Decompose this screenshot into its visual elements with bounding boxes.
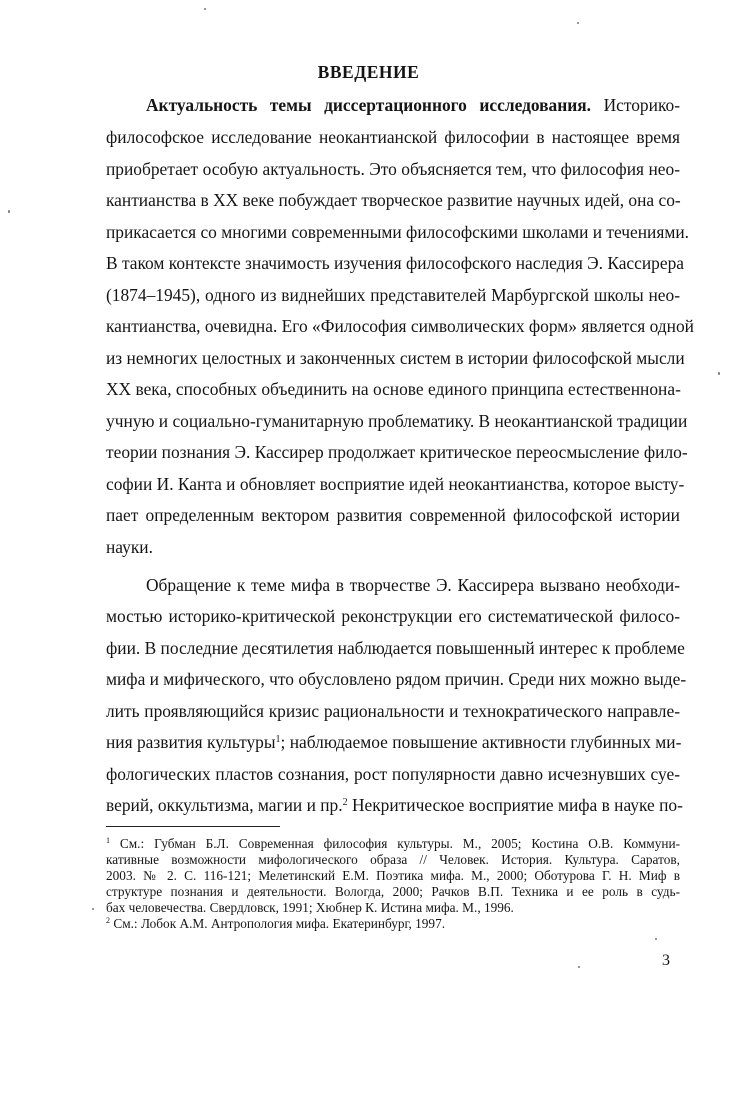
paragraph1-line-4: кантианства в XX веке побуждает творческое развитие научных идей, она со- [106, 190, 681, 210]
scan-speck [204, 8, 206, 10]
paragraph1-line-2: философское исследование неокантианской философии в настоящее время [106, 127, 680, 147]
paragraph1-line-11: учную и социально-гуманитарную проблематику. В неокантианской традиции [106, 411, 688, 431]
paragraph2-line-2: мостью историко-критической реконструкции его систематической филосо- [106, 606, 680, 626]
paragraph2-line-7: фологических пластов сознания, рост популярности давно исчезнувших суе- [106, 764, 680, 784]
paragraph1-line-7: (1874–1945), одного из виднейших представителей Марбургской школы нео- [106, 285, 680, 305]
paragraph1-line-10: XX века, способных объединить на основе единого принципа естественнона- [106, 379, 681, 399]
paragraph1-line-1: Актуальность темы диссертационного исследования. Историко- [146, 95, 680, 115]
footnote-2: $^2$ См.: Лобок А.М. Антропология мифа. Екатеринбург, 1997. [106, 916, 446, 931]
paragraph1-line-8: кантианства, очевидна. Его «Философия символических форм» является одной [106, 316, 694, 336]
footnote-1-line-1: $^1$ См.: Губман Б.Л. Современная философия культуры. М., 2005; Костина О.В. Коммуни- [106, 836, 680, 851]
footnote-separator [106, 826, 280, 827]
paragraph2-line-6: ния развития культуры$^1$; наблюдаемое повышение активности глубинных ми- [106, 732, 682, 752]
paragraph1-line-5: прикасается со многими современными философскими школами и течениями. [106, 222, 690, 242]
scan-speck [8, 210, 10, 213]
footnote-1-line-2: кативные возможности мифологического образа // Человек. История. Культура. Саратов, [106, 852, 680, 867]
scan-speck [92, 908, 94, 910]
scan-speck [577, 22, 579, 24]
paragraph1-line-13: софии И. Канта и обновляет восприятие идей неокантианства, которое высту- [106, 474, 685, 494]
footnote-ref-1[interactable]: 1 [275, 734, 281, 745]
paragraph2-line-4: мифа и мифического, что обусловлено рядом причин. Среди них можно выде- [106, 669, 687, 689]
paragraph1-line-6: В таком контексте значимость изучения философского наследия Э. Кассирера [106, 253, 684, 273]
paragraph2-line-5: лить проявляющийся кризис рациональности и технократического направле- [106, 701, 680, 721]
paragraph1-line-15: науки. [106, 537, 153, 557]
scan-speck [718, 372, 720, 375]
footnote-ref-2[interactable]: 2 [342, 797, 348, 808]
scan-speck [655, 938, 657, 940]
paragraph2-line-3: фии. В последние десятилетия наблюдается повышенный интерес к проблеме [106, 638, 685, 658]
footnote-1-line-3: 2003. № 2. С. 116-121; Мелетинский Е.М. Поэтика мифа. М., 2000; Оботурова Г. Н. Миф в [106, 868, 680, 883]
paragraph2-line-8: верий, оккультизма, магии и пр.$^2$ Некритическое восприятие мифа в науке по- [106, 795, 683, 815]
paragraph1-line-12: теории познания Э. Кассирер продолжает критическое переосмысление фило- [106, 442, 688, 462]
paragraph1-line-14: пает определенным вектором развития современной философской истории [106, 505, 680, 525]
scan-speck [578, 966, 580, 968]
footnote-1-mark: 1 [106, 836, 110, 845]
footnote-1-line-5: бах человечества. Свердловск, 1991; Хюбнер К. Истина мифа. М., 1996. [106, 900, 514, 915]
page-title: ВВЕДЕНИЕ [317, 62, 420, 82]
page-number: 3 [662, 952, 670, 969]
paragraph2-line-1: Обращение к теме мифа в творчестве Э. Кассирера вызвано необходи- [146, 575, 680, 595]
footnote-1-line-4: структуре познания и деятельности. Вологда, 2000; Рачков В.П. Техника и ее роль в судь- [106, 884, 680, 899]
topic-relevance-heading: Актуальность темы диссертационного исследования. [146, 95, 592, 115]
footnote-2-mark: 2 [106, 916, 110, 925]
paragraph1-line-3: приобретает особую актуальность. Это объясняется тем, что философия нео- [106, 159, 680, 179]
paragraph1-line-9: из немногих целостных и законченных систем в истории философской мысли [106, 348, 685, 368]
